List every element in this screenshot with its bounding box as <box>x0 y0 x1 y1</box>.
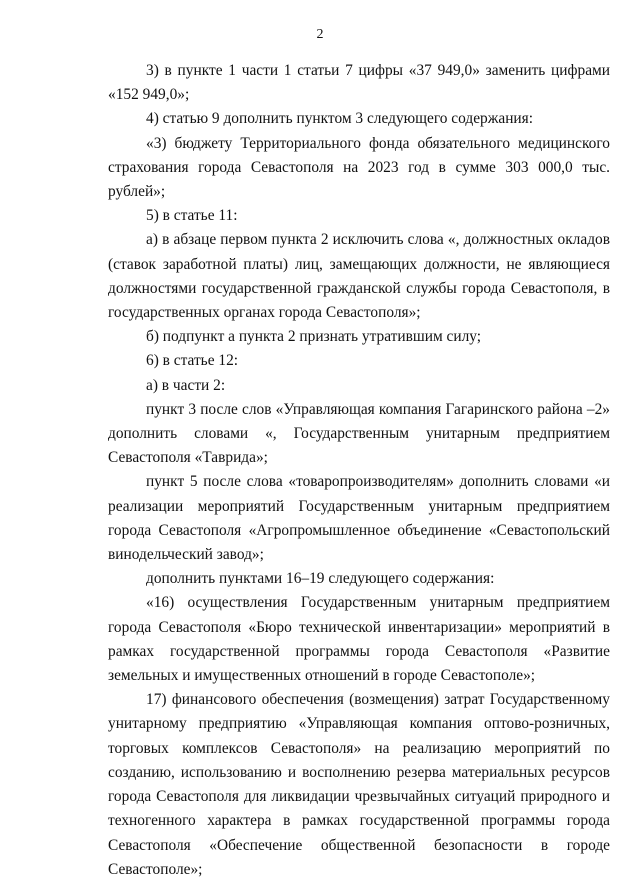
paragraph-item-4: 4) статью 9 дополнить пунктом 3 следующего содержания: <box>146 110 534 128</box>
paragraph-point-16: «16) осуществления Государственным унитарным предприятием города Севастополя «Бюро технической инвентаризации» мероприятий в рамках государственной программы города Севастополя «Развитие земельных и имущественных отношений в городе Севастополе»; <box>108 594 610 685</box>
paragraph-item-3: 3) в пункте 1 части 1 статьи 7 цифры «37 949,0» заменить цифрами «152 949,0»; <box>108 62 610 104</box>
page-number: 2 <box>316 27 324 42</box>
paragraph-item-6a: а) в части 2: <box>146 376 226 394</box>
paragraph-point-3: пункт 3 после слов «Управляющая компания Гагаринского района –2» дополнить словами «, Государственным унитарным предприятием Севастополя «Таврида»; <box>108 400 610 467</box>
paragraph-item-6: 6) в статье 12: <box>146 352 239 370</box>
paragraph-item-5b: б) подпункт а пункта 2 признать утратившим силу; <box>146 328 482 346</box>
document-body <box>108 59 610 882</box>
paragraph-quote-3: «3) бюджету Территориального фонда обязательного медицинского страхования города Севастополя на 2023 год в сумме 303 000,0 тыс. рублей»; <box>108 134 610 201</box>
paragraph-point-5: пункт 5 после слова «товаропроизводителям» дополнить словами «и реализации мероприятий Государственным унитарным предприятием города Севастополя «Агропромышленное объединение «Севастопольский винодельческий завод»; <box>108 473 610 564</box>
paragraph-item-5: 5) в статье 11: <box>146 207 238 225</box>
paragraph-add-points: дополнить пунктами 16–19 следующего содержания: <box>146 570 495 588</box>
paragraph-point-17: 17) финансового обеспечения (возмещения) затрат Государственному унитарному предприятию «Управляющая компания оптово-розничных, торговых комплексов Севастополя» на реализацию мероприятий по созданию, использованию и восполнению резерва материальных ресурсов города Севастополя для ликвидации чрезвычайных ситуаций природного и техногенного характера в рамках государственной программы города Севастополя «Обеспечение общественной безопасности в городе Севастополе»; <box>108 691 610 878</box>
paragraph-item-5a: а) в абзаце первом пункта 2 исключить слова «, должностных окладов (ставок заработной платы) лиц, замещающих должности, не являющиеся должностями государственной гражданской службы города Севастополя, в государственных органах города Севастополя»; <box>108 231 610 322</box>
